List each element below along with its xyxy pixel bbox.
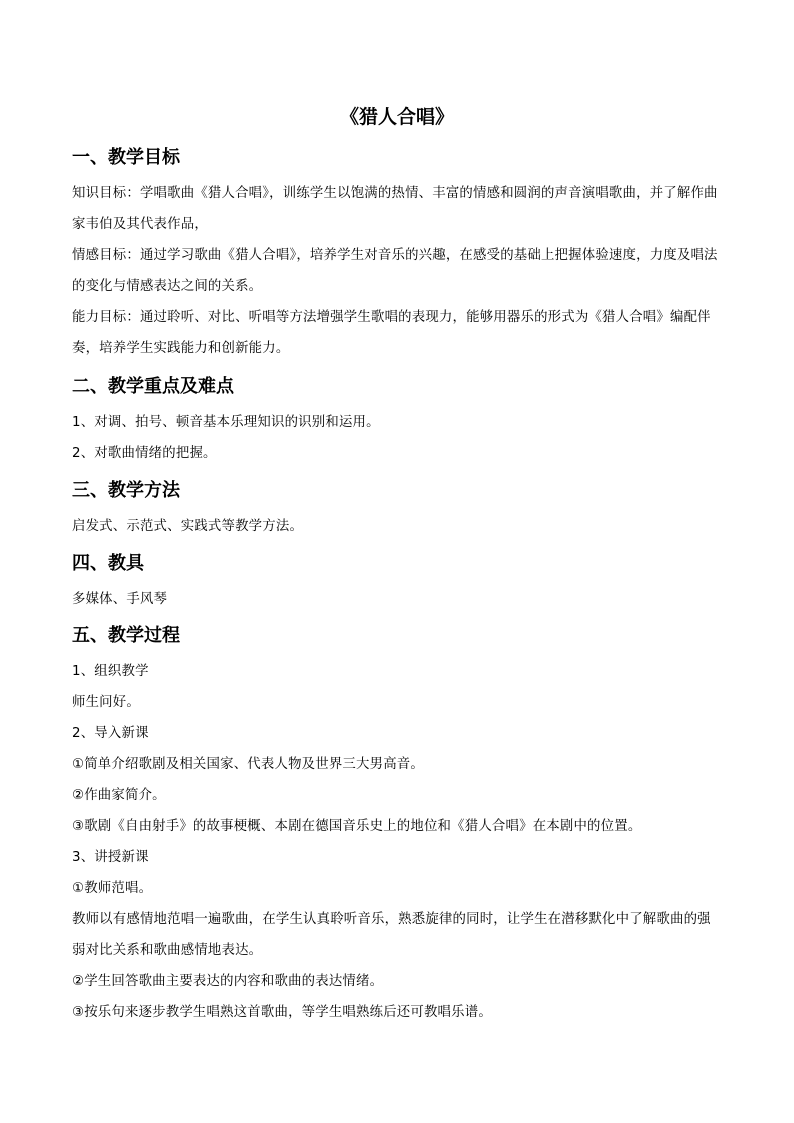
section-heading-methods: 三、教学方法 <box>72 480 180 501</box>
paragraph-process-3: 2、导入新课 <box>72 726 149 741</box>
paragraph-process-4: ①简单介绍歌剧及相关国家、代表人物及世界三大男高音。 <box>72 757 424 772</box>
paragraph-key-point-2: 2、对歌曲情绪的把握。 <box>72 446 217 461</box>
section-heading-process: 五、教学过程 <box>72 625 180 646</box>
paragraph-tools: 多媒体、手风琴 <box>72 592 168 607</box>
paragraph-process-10: ②学生回答歌曲主要表达的内容和歌曲的表达情绪。 <box>72 974 384 989</box>
paragraph-process-9: 教师以有感情地范唱一遍歌曲，在学生认真聆听音乐，熟悉旋律的同时，让学生在潜移默化中了解歌曲的强弱对比关系和歌曲感情地表达。 <box>72 912 711 958</box>
paragraph-process-8: ①教师范唱。 <box>72 881 153 896</box>
paragraph-process-6: ③歌剧《自由射手》的故事梗概、本剧在德国音乐史上的地位和《猎人合唱》在本剧中的位置。 <box>72 819 642 834</box>
paragraph-process-2: 师生问好。 <box>72 695 140 710</box>
paragraph-process-11: ③按乐句来逐步教学生唱熟这首歌曲，等学生唱熟练后还可教唱乐谱。 <box>72 1005 492 1020</box>
paragraph-emotion-goal: 情感目标：通过学习歌曲《猎人合唱》，培养学生对音乐的兴趣，在感受的基础上把握体验速度，力度及唱法的变化与情感表达之间的关系。 <box>72 248 718 294</box>
paragraph-process-7: 3、讲授新课 <box>72 850 149 865</box>
paragraph-key-point-1: 1、对调、拍号、顿音基本乐理知识的识别和运用。 <box>72 415 380 430</box>
paragraph-knowledge-goal: 知识目标：学唱歌曲《猎人合唱》，训练学生以饱满的热情、丰富的情感和圆润的声音演唱歌曲，并了解作曲家韦伯及其代表作品， <box>72 186 718 232</box>
section-heading-tools: 四、教具 <box>72 553 144 574</box>
document-title: 《猎人合唱》 <box>339 106 454 128</box>
section-heading-key-points: 二、教学重点及难点 <box>72 376 234 397</box>
paragraph-process-5: ②作曲家简介。 <box>72 788 166 803</box>
paragraph-ability-goal: 能力目标：通过聆听、对比、听唱等方法增强学生歌唱的表现力，能够用器乐的形式为《猎人合唱》编配伴奏，培养学生实践能力和创新能力。 <box>72 310 711 356</box>
section-heading-objectives: 一、教学目标 <box>72 147 180 168</box>
paragraph-methods: 启发式、示范式、实践式等教学方法。 <box>72 519 304 534</box>
paragraph-process-1: 1、组织教学 <box>72 664 149 679</box>
